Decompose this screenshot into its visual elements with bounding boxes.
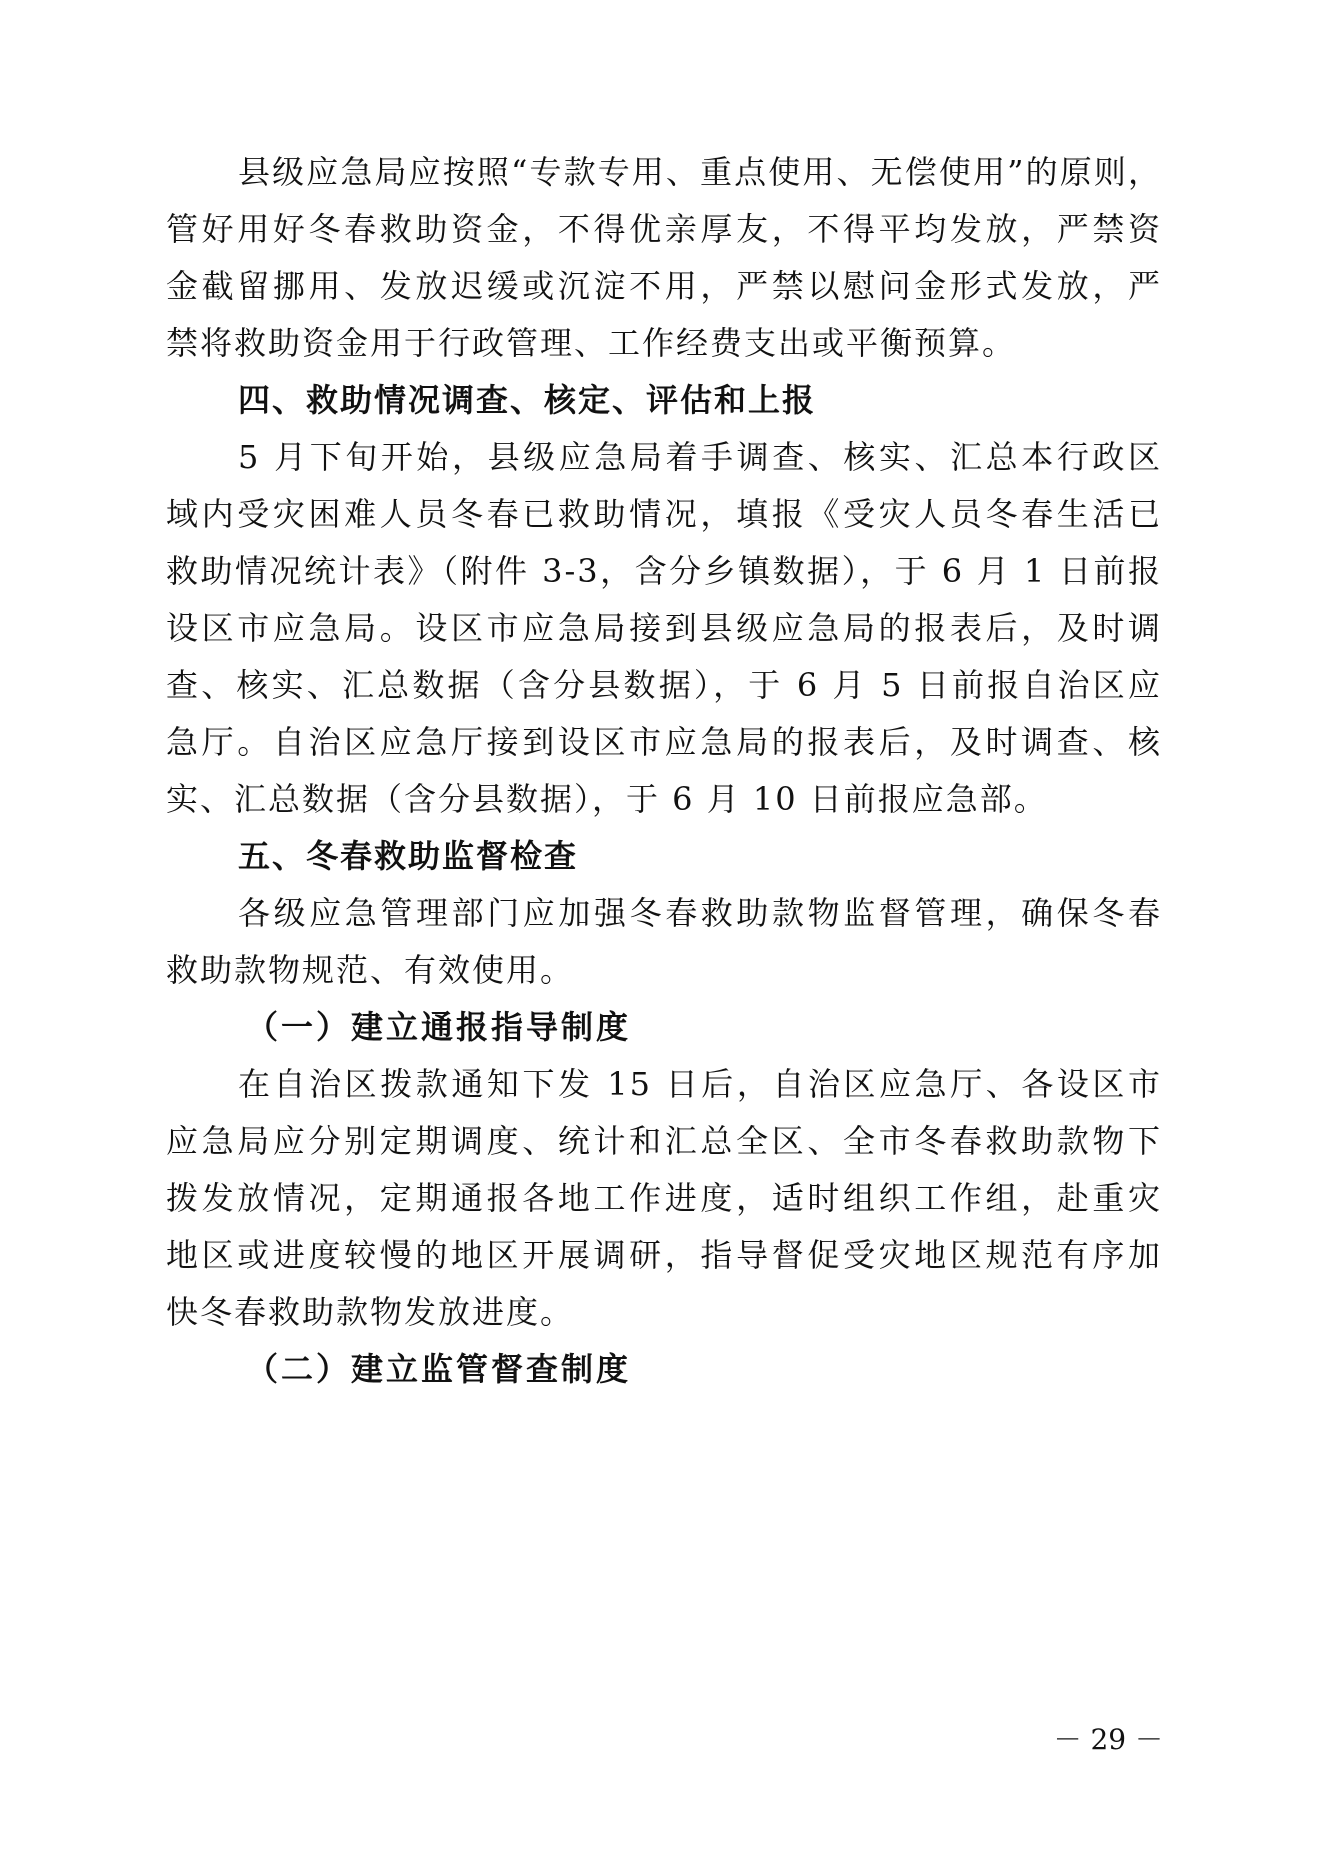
paragraph-line: 在自治区拨款通知下发 15 日后，自治区应急厅、各设区市 (238, 1065, 1162, 1103)
paragraph-line: 禁将救助资金用于行政管理、工作经费支出或平衡预算。 (166, 324, 1017, 362)
paragraph-line: 地区或进度较慢的地区开展调研，指导督促受灾地区规范有序加 (166, 1236, 1162, 1274)
paragraph-line: 快冬春救助款物发放进度。 (166, 1293, 575, 1331)
paragraph-line: 设区市应急局。设区市应急局接到县级应急局的报表后，及时调 (166, 609, 1162, 647)
paragraph-line: 县级应急局应按照“专款专用、重点使用、无偿使用”的原则， (238, 153, 1162, 191)
paragraph-line: 应急局应分别定期调度、统计和汇总全区、全市冬春救助款物下 (166, 1122, 1162, 1160)
paragraph-line: 救助情况统计表》（附件 3-3，含分乡镇数据），于 6 月 1 日前报 (166, 552, 1162, 590)
paragraph-line: 5 月下旬开始，县级应急局着手调查、核实、汇总本行政区 (238, 438, 1162, 476)
paragraph-line: 查、核实、汇总数据（含分县数据），于 6 月 5 日前报自治区应 (166, 666, 1162, 704)
paragraph-line: 各级应急管理部门应加强冬春救助款物监督管理，确保冬春 (238, 894, 1162, 932)
section-heading-5: 五、冬春救助监督检查 (238, 837, 579, 875)
paragraph-line: 实、汇总数据（含分县数据），于 6 月 10 日前报应急部。 (166, 780, 1048, 818)
paragraph-line: 金截留挪用、发放迟缓或沉淀不用，严禁以慰问金形式发放，严 (166, 267, 1162, 305)
paragraph-line: 管好用好冬春救助资金，不得优亲厚友，不得平均发放，严禁资 (166, 210, 1162, 248)
page-number: － 29 － (1053, 1723, 1163, 1756)
section-heading-4: 四、救助情况调查、核定、评估和上报 (238, 381, 817, 419)
subsection-heading-1: （一）建立通报指导制度 (246, 1008, 632, 1046)
paragraph-line: 拨发放情况，定期通报各地工作进度，适时组织工作组，赴重灾 (166, 1179, 1162, 1217)
paragraph-line: 急厅。自治区应急厅接到设区市应急局的报表后，及时调查、核 (166, 723, 1162, 761)
paragraph-line: 域内受灾困难人员冬春已救助情况，填报《受灾人员冬春生活已 (166, 495, 1162, 533)
paragraph-line: 救助款物规范、有效使用。 (166, 951, 575, 989)
subsection-heading-2: （二）建立监管督查制度 (246, 1350, 632, 1388)
